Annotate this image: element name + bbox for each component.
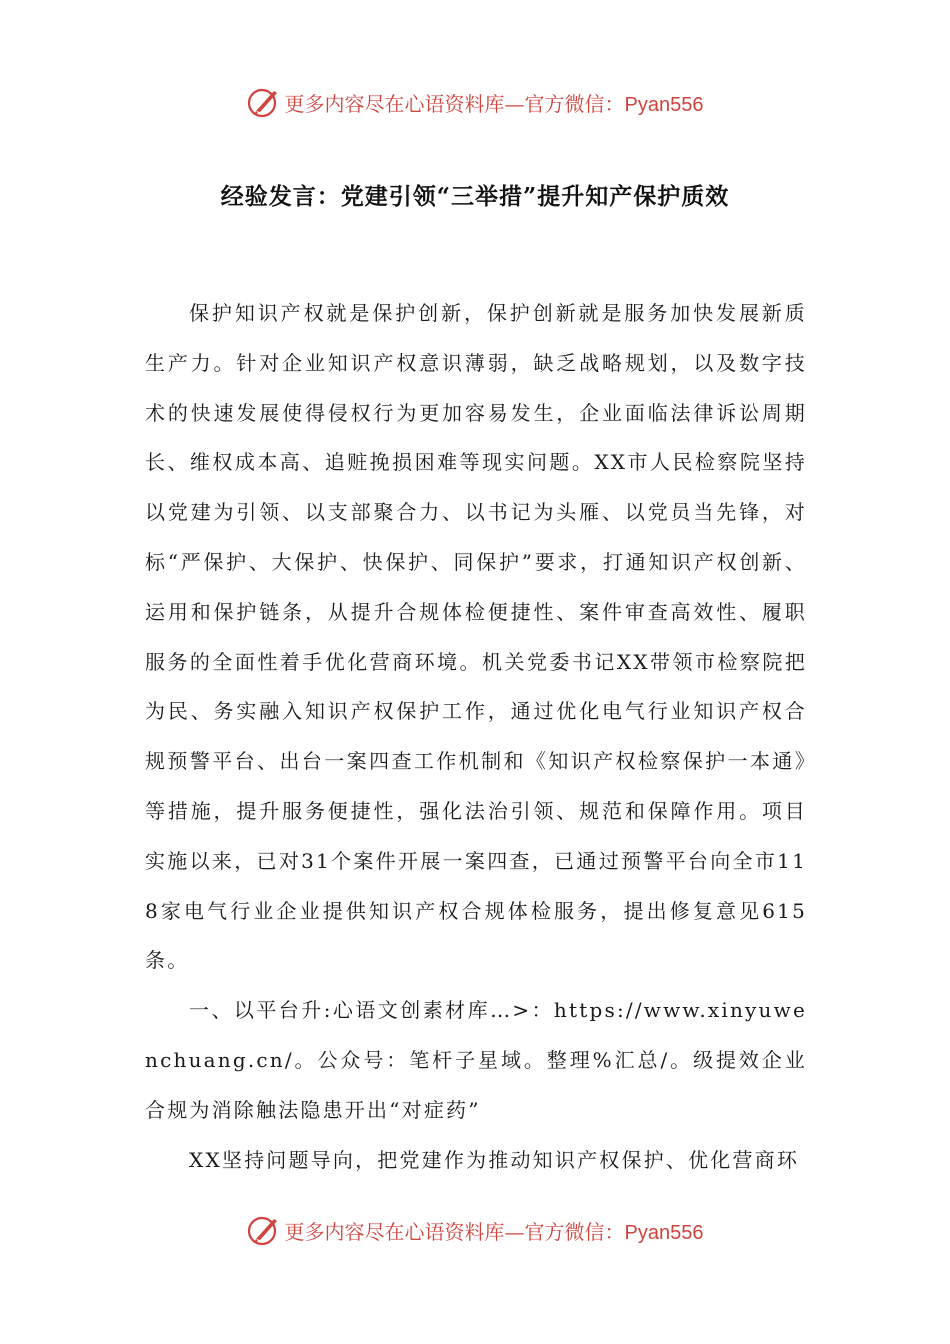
watermark-banner-bottom	[0, 1210, 950, 1250]
wechat-id: Pyan556	[624, 1221, 704, 1244]
watermark-text: 更多内容尽在心语资料库—官方微信：Pyan556	[284, 1219, 704, 1244]
watermark-banner-top	[0, 82, 950, 122]
paragraph: 一、以平台升:心语文创素材库…>：https://www.xinyuwenchuang.cn/。公众号：笔杆子星域。整理%汇总/。级提效企业合规为消除触法隐患开出“对症药”	[145, 998, 807, 1122]
wechat-id: Pyan556	[624, 93, 704, 116]
document-body	[145, 289, 807, 1185]
quill-pen-circle-icon	[247, 1213, 281, 1247]
document-title: 经验发言：党建引领“三举措”提升知产保护质效	[220, 183, 730, 210]
paragraph: 保护知识产权就是保护创新，保护创新就是服务加快发展新质生产力。针对企业知识产权意识薄弱，缺乏战略规划，以及数字技术的快速发展使得侵权行为更加容易发生，企业面临法律诉讼周期长、维权成本高、追赃挽损困难等现实问题。XX市人民检察院坚持以党建为引领、以支部聚合力、以书记为头雁、以党员当先锋，对标“严保护、大保护、快保护、同保护”要求，打通知识产权创新、运用和保护链条，从提升合规体检便捷性、案件审查高效性、履职服务的全面性着手优化营商环境。机关党委书记XX带领市检察院把为民、务实融入知识产权保护工作，通过优化电气行业知识产权合规预警平台、出台一案四查工作机制和《知识产权检察保护一本通》等措施，提升服务便捷性，强化法治引领、规范和保障作用。项目实施以来，已对31个案件开展一案四查，已通过预警平台向全市118家电气行业企业提供知识产权合规体检服务，提出修复意见615条。	[145, 301, 807, 973]
watermark-text: 更多内容尽在心语资料库—官方微信：Pyan556	[284, 91, 704, 116]
paragraph: XX坚持问题导向，把党建作为推动知识产权保护、优化营商环	[189, 1147, 800, 1172]
quill-pen-circle-icon	[247, 85, 281, 119]
